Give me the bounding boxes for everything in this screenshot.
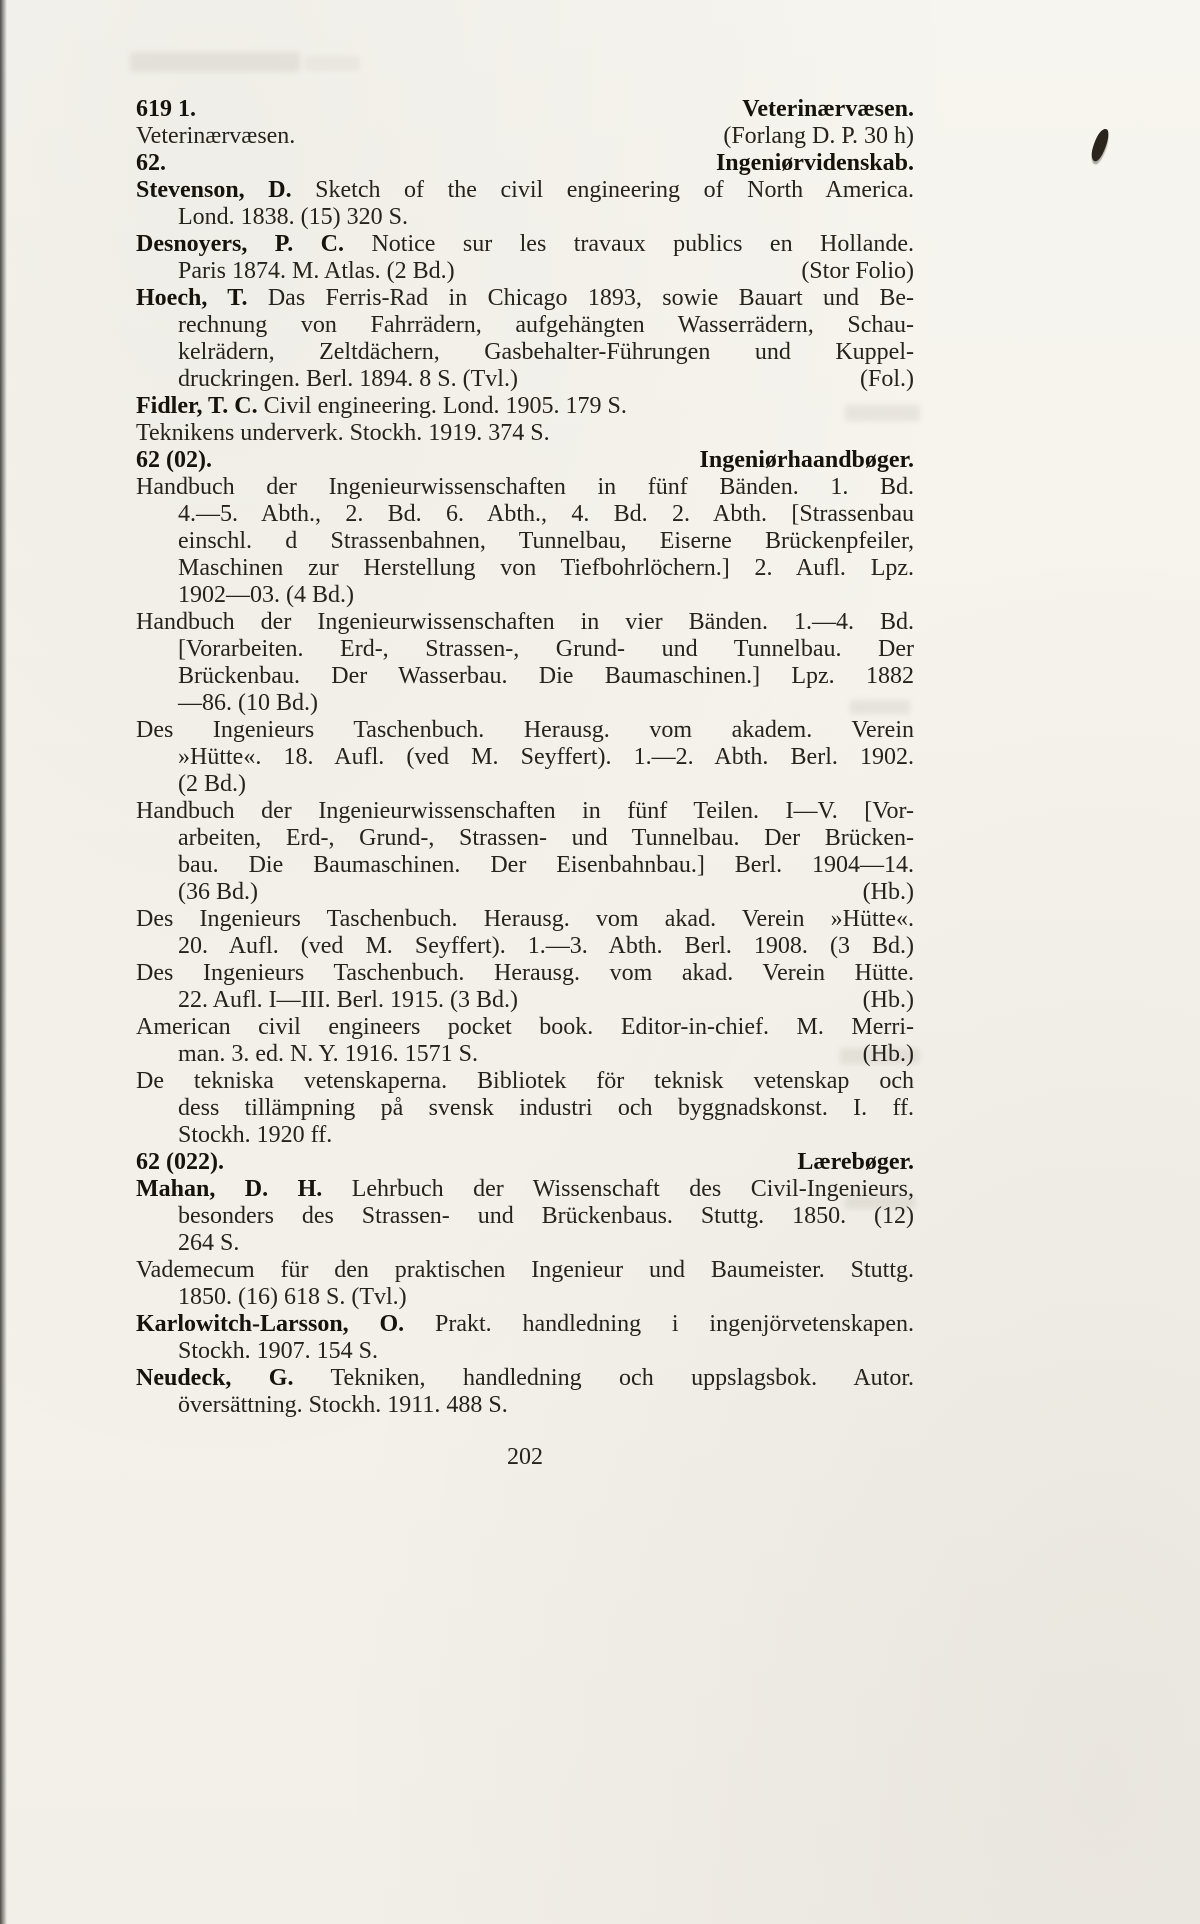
entry-text: 4.—5. Abth., 2. Bd. 6. Abth., 4. Bd. 2. Abth. [Strassenbau: [178, 501, 914, 527]
bleedthrough-smudge: [305, 56, 360, 71]
entry-line: [136, 474, 914, 501]
entry-line: [136, 1176, 914, 1203]
catalog-entry: [136, 798, 914, 906]
entry-text: Prakt. handledning i ingenjörvetenskapen.: [404, 1311, 914, 1337]
entry-text: Des Ingenieurs Taschenbuch. Herausg. vom akad. Verein Hütte.: [136, 960, 914, 986]
section-number: 62 (02).: [136, 447, 212, 473]
section-number: 62.: [136, 150, 166, 176]
author-name: Karlowitch-Larsson, O.: [136, 1311, 405, 1337]
entry-text: 1850. (16) 618 S. (Tvl.): [178, 1284, 407, 1310]
entry-text: Des Ingenieurs Taschenbuch. Herausg. vom akadem. Verein: [136, 717, 914, 743]
section-heading: [136, 447, 914, 474]
entry-line: [136, 1095, 914, 1122]
entry-line: [136, 906, 914, 933]
entry-text: —86. (10 Bd.): [178, 690, 318, 716]
section-title: Ingeniørvidenskab.: [715, 150, 914, 176]
entry-text: »Hütte«. 18. Aufl. (ved M. Seyffert). 1.—2. Abth. Berl. 1902.: [178, 744, 914, 770]
entry-line: [136, 177, 914, 204]
location-note: (Forlang D. P. 30 h): [723, 123, 914, 149]
entry-text: Handbuch der Ingenieurwissenschaften in fünf Teilen. I—V. [Vor-: [136, 798, 914, 824]
entry-line: [136, 717, 914, 744]
format-note: (Hb.): [862, 1041, 914, 1067]
entry-text: Maschinen zur Herstellung von Tiefbohrlöchern.] 2. Aufl. Lpz.: [178, 555, 914, 581]
author-name: Stevenson, D.: [136, 177, 292, 203]
catalog-entry: [136, 420, 914, 447]
entry-text: Paris 1874. M. Atlas. (2 Bd.): [178, 258, 455, 284]
format-note: (Stor Folio): [801, 258, 914, 284]
entry-line: [136, 1203, 914, 1230]
entry-text: Sketch of the civil engineering of North America.: [291, 177, 915, 203]
entry-text: man. 3. ed. N. Y. 1916. 1571 S.: [178, 1041, 478, 1067]
catalog-entry: [136, 474, 914, 609]
entry-text: arbeiten, Erd-, Grund-, Strassen- und Tunnelbau. Der Brücken-: [178, 825, 914, 851]
entry-line: [136, 825, 914, 852]
catalog-entry: [136, 960, 914, 1014]
entry-line: [136, 1041, 914, 1068]
section-subheading: [136, 123, 914, 150]
entry-line: [136, 1338, 914, 1365]
entry-line: [136, 285, 914, 312]
entry-text: De tekniska vetenskaperna. Bibliotek för teknisk vetenskap och: [136, 1068, 914, 1094]
section-number: 62 (022).: [136, 1149, 224, 1175]
page-number: 202: [507, 1444, 543, 1470]
entry-line: [136, 1014, 914, 1041]
entry-line: [136, 609, 914, 636]
section-title: Ingeniørhaandbøger.: [699, 447, 914, 473]
entry-text: [Vorarbeiten. Erd-, Strassen-, Grund- und Tunnelbau. Der: [178, 636, 914, 662]
entry-text: Notice sur les travaux publics en Hollande.: [344, 231, 914, 257]
author-name: Neudeck, G.: [136, 1365, 294, 1391]
format-note: (Fol.): [860, 366, 914, 392]
entry-text: Brückenbau. Der Wasserbau. Die Baumaschinen.] Lpz. 1882: [178, 663, 914, 689]
entry-text: 22. Aufl. I—III. Berl. 1915. (3 Bd.): [178, 987, 518, 1013]
entry-line: [136, 1230, 914, 1257]
catalog-text-column: [136, 96, 914, 1419]
entry-text: 1902—03. (4 Bd.): [178, 582, 354, 608]
entry-text: Tekniken, handledning och uppslagsbok. Autor.: [293, 1365, 915, 1391]
catalog-entry: [136, 285, 914, 393]
entry-text: översättning. Stockh. 1911. 488 S.: [178, 1392, 508, 1418]
entry-text: einschl. d Strassenbahnen, Tunnelbau, Eiserne Brückenpfeiler,: [178, 528, 914, 554]
entry-line: [136, 663, 914, 690]
entry-line: [136, 744, 914, 771]
entry-text: druckringen. Berl. 1894. 8 S. (Tvl.): [178, 366, 518, 392]
entry-text: Stockh. 1907. 154 S.: [178, 1338, 379, 1364]
author-name: Mahan, D. H.: [136, 1176, 323, 1202]
format-note: (Hb.): [862, 879, 914, 905]
entry-line: [136, 879, 914, 906]
entry-line: [136, 933, 914, 960]
section-heading: [136, 150, 914, 177]
section-number: 619 1.: [136, 96, 196, 122]
entry-line: [136, 555, 914, 582]
entry-line: [136, 420, 914, 447]
entry-line: [136, 582, 914, 609]
entry-text: Lehrbuch der Wissenschaft des Civil-Ingenieurs,: [322, 1176, 914, 1202]
entry-text: Handbuch der Ingenieurwissenschaften in vier Bänden. 1.—4. Bd.: [136, 609, 914, 635]
entry-line: [136, 366, 914, 393]
entry-line: [136, 1068, 914, 1095]
entry-text: rechnung von Fahrrädern, aufgehängten Wasserrädern, Schau-: [178, 312, 914, 338]
entry-line: [136, 690, 914, 717]
catalog-entry: [136, 1014, 914, 1068]
format-note: (Hb.): [862, 987, 914, 1013]
entry-line: [136, 1311, 914, 1338]
section-title: Lærebøger.: [797, 1149, 914, 1175]
entry-text: Das Ferris-Rad in Chicago 1893, sowie Bauart und Be-: [247, 285, 914, 311]
catalog-entry: [136, 1365, 914, 1419]
entry-text: Des Ingenieurs Taschenbuch. Herausg. vom akad. Verein »Hütte«.: [136, 906, 914, 932]
bleedthrough-smudge: [130, 52, 300, 72]
entry-text: Stockh. 1920 ff.: [178, 1122, 333, 1148]
catalog-entry: [136, 1068, 914, 1149]
entry-text: (2 Bd.): [178, 771, 246, 797]
author-name: Desnoyers, P. C.: [136, 231, 344, 257]
entry-line: [136, 258, 914, 285]
section-heading: [136, 96, 914, 123]
entry-line: [136, 636, 914, 663]
entry-line: [136, 339, 914, 366]
entry-text: kelrädern, Zeltdächern, Gasbehalter-Führungen und Kuppel-: [178, 339, 914, 365]
entry-line: [136, 231, 914, 258]
entry-text: Lond. 1838. (15) 320 S.: [178, 204, 408, 230]
entry-text: (36 Bd.): [178, 879, 258, 905]
section-heading: [136, 1149, 914, 1176]
category-name: Veterinærvæsen.: [136, 123, 296, 149]
entry-text: bau. Die Baumaschinen. Der Eisenbahnbau.] Berl. 1904—14.: [178, 852, 914, 878]
scan-edge-shadow: [0, 0, 7, 1924]
catalog-entry: [136, 393, 914, 420]
catalog-entry: [136, 1311, 914, 1365]
author-name: Hoech, T.: [136, 285, 248, 311]
entry-line: [136, 960, 914, 987]
entry-line: [136, 1257, 914, 1284]
entry-line: [136, 501, 914, 528]
entry-line: [136, 393, 914, 420]
pen-mark-icon: [1089, 127, 1111, 163]
author-name: Fidler, T. C.: [136, 393, 258, 419]
entry-line: [136, 771, 914, 798]
entry-text: dess tillämpning på svensk industri och byggnadskonst. I. ff.: [178, 1095, 914, 1121]
catalog-entry: [136, 717, 914, 798]
catalog-entry: [136, 231, 914, 285]
entry-line: [136, 1284, 914, 1311]
entry-text: American civil engineers pocket book. Editor-in-chief. M. Merri-: [136, 1014, 914, 1040]
entry-text: Teknikens underverk. Stockh. 1919. 374 S.: [136, 420, 550, 446]
catalog-entry: [136, 609, 914, 717]
catalog-entry: [136, 906, 914, 960]
entry-line: [136, 1392, 914, 1419]
entry-line: [136, 1365, 914, 1392]
entry-text: besonders des Strassen- und Brückenbaus. Stuttg. 1850. (12): [178, 1203, 914, 1229]
entry-line: [136, 798, 914, 825]
entry-text: 264 S.: [178, 1230, 240, 1256]
catalog-entry: [136, 1176, 914, 1257]
entry-text: Vademecum für den praktischen Ingenieur und Baumeister. Stuttg.: [136, 1257, 914, 1283]
section-title: Veterinærvæsen.: [742, 96, 914, 122]
entry-line: [136, 1122, 914, 1149]
entry-text: 20. Aufl. (ved M. Seyffert). 1.—3. Abth. Berl. 1908. (3 Bd.): [178, 933, 914, 959]
entry-text: Handbuch der Ingenieurwissenschaften in fünf Bänden. 1. Bd.: [136, 474, 914, 500]
entry-line: [136, 987, 914, 1014]
catalog-entry: [136, 1257, 914, 1311]
entry-text: Civil engineering. Lond. 1905. 179 S.: [257, 393, 627, 419]
entry-line: [136, 204, 914, 231]
catalog-entry: [136, 177, 914, 231]
entry-line: [136, 852, 914, 879]
entry-line: [136, 528, 914, 555]
entry-line: [136, 312, 914, 339]
